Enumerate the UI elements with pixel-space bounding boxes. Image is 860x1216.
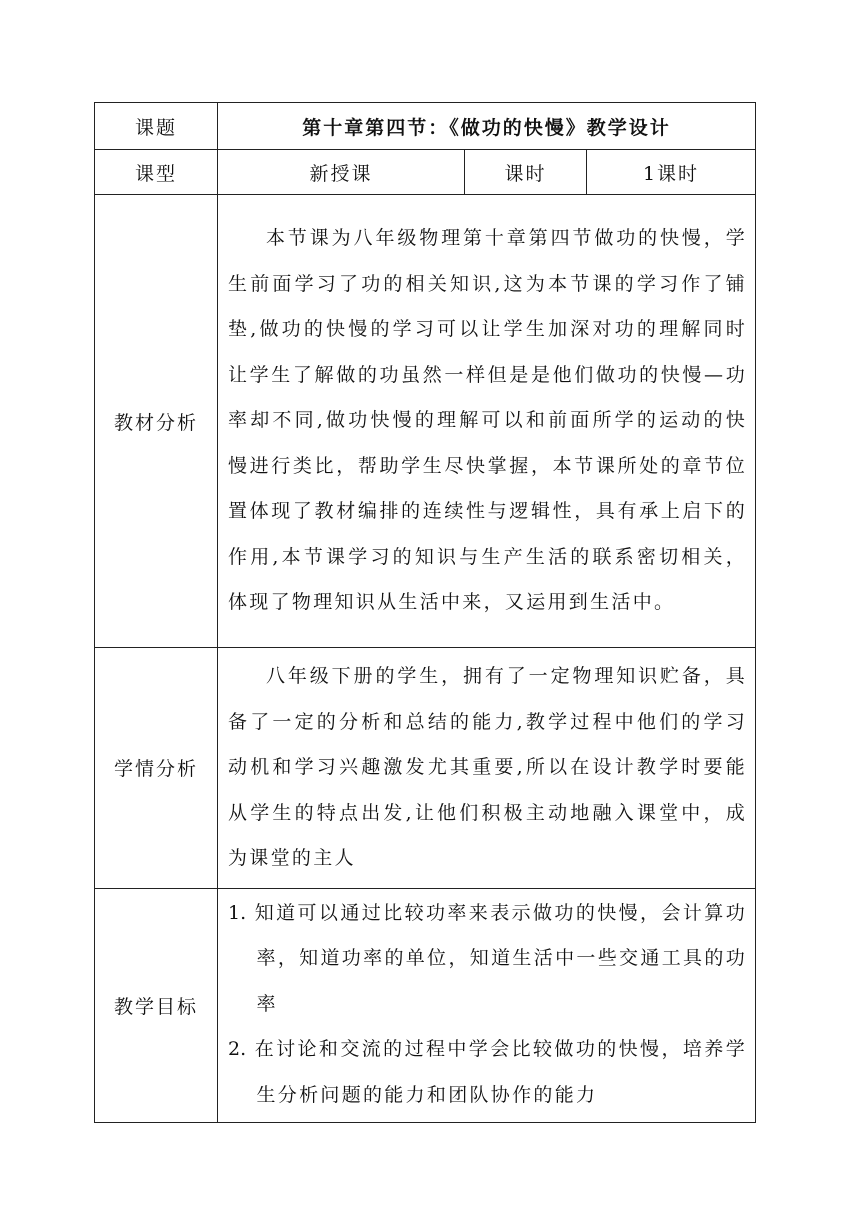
lesson-title-value: 第十章第四节：《做功的快慢》教学设计: [218, 103, 756, 150]
teaching-goals-cell: [218, 888, 756, 1123]
material-analysis-label: 教材分析: [95, 195, 218, 648]
goal-number: 2.: [228, 1038, 247, 1060]
lesson-type-value: 新授课: [218, 150, 465, 195]
goal-text: 在讨论和交流的过程中学会比较做功的快慢，培养学生分析问题的能力和团队协作的能力: [254, 1038, 747, 1106]
lesson-plan-table: [94, 102, 756, 1123]
teaching-goals-label: 教学目标: [95, 888, 218, 1123]
class-period-label: 课时: [465, 150, 587, 195]
goal-item: [228, 891, 747, 1028]
lesson-type-label: 课型: [95, 150, 218, 195]
row-lesson-type: [95, 150, 756, 195]
row-student-analysis: [95, 648, 756, 889]
lesson-title-label: 课题: [95, 103, 218, 150]
row-teaching-goals: [95, 888, 756, 1123]
class-period-value: 1课时: [587, 150, 756, 195]
teaching-goals-list: [218, 889, 755, 1123]
student-analysis-cell: [218, 648, 756, 889]
row-material-analysis: [95, 195, 756, 648]
student-analysis-label: 学情分析: [95, 648, 218, 889]
goal-item: [228, 1027, 747, 1118]
goal-text: 知道可以通过比较功率来表示做功的快慢，会计算功率，知道功率的单位，知道生活中一些交通工具的功率: [254, 901, 747, 1015]
student-analysis-text: 八年级下册的学生，拥有了一定物理知识贮备，具备了一定的分析和总结的能力,教学过程中他们的学习动机和学习兴趣激发尤其重要,所以在设计教学时要能从学生的特点出发,让他们积极主动地融入课堂中，成为课堂的主人: [228, 665, 747, 869]
material-analysis-text: 本节课为八年级物理第十章第四节做功的快慢，学生前面学习了功的相关知识,这为本节课的学习作了铺垫,做功的快慢的学习可以让学生加深对功的理解同时让学生了解做的功虽然一样但是是他们做功的快慢—功率却不同,做功快慢的理解可以和前面所学的运动的快慢进行类比，帮助学生尽快掌握，本节课所处的章节位置体现了教材编排的连续性与逻辑性，具有承上启下的作用,本节课学习的知识与生产生活的联系密切相关，体现了物理知识从生活中来，又运用到生活中。: [228, 227, 747, 614]
material-analysis-cell: [218, 195, 756, 648]
goal-number: 1.: [228, 901, 247, 924]
row-lesson-title: [95, 103, 756, 150]
